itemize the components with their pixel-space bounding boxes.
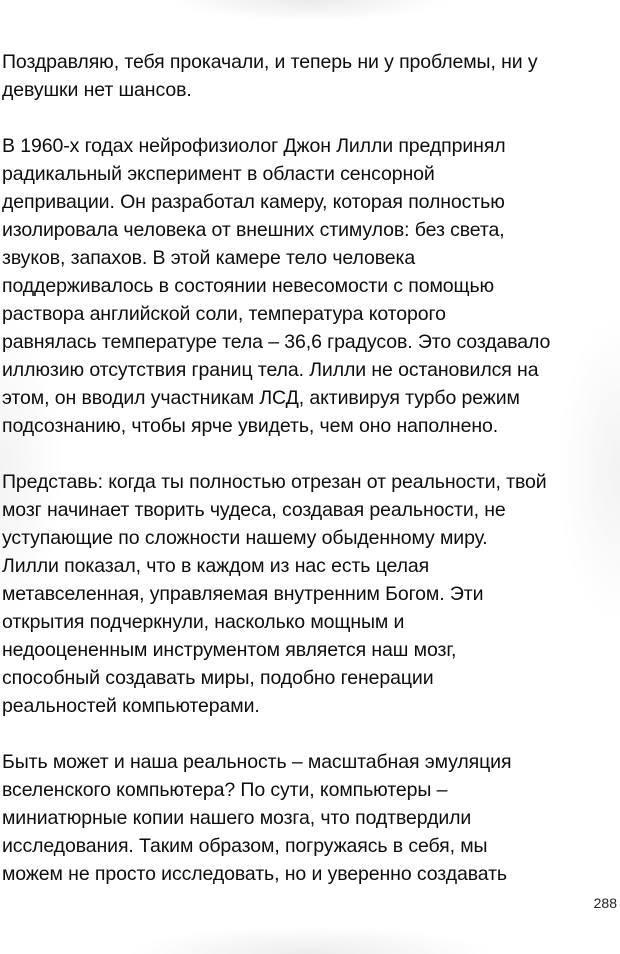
page-number: 288 bbox=[593, 895, 617, 911]
paragraph-3 bbox=[2, 468, 620, 720]
text-line: реальностей компьютерами. bbox=[2, 695, 260, 717]
text-line: изолировала человека от внешних стимулов: без света, bbox=[2, 219, 505, 241]
text-line: В 1960-х годах нейрофизиолог Джон Лилли предпринял bbox=[2, 135, 506, 157]
text-line: Представь: когда ты полностью отрезан от реальности, твой bbox=[2, 471, 547, 493]
text-line: вселенского компьютера? По сути, компьютеры – bbox=[2, 779, 448, 801]
text-line: равнялась температуре тела – 36,6 градусов. Это создавало bbox=[2, 331, 551, 353]
text-line: уступающие по сложности нашему обыденному миру. bbox=[2, 527, 488, 549]
text-line: миниатюрные копии нашего мозга, что подтвердили bbox=[2, 807, 472, 829]
text-line: мозг начинает творить чудеса, создавая реальности, не bbox=[2, 499, 506, 521]
text-line: радикальный эксперимент в области сенсорной bbox=[2, 163, 435, 185]
text-line: недооцененным инструментом является наш мозг, bbox=[2, 639, 457, 661]
text-line: открытия подчеркнули, насколько мощным и bbox=[2, 611, 405, 633]
text-line: исследования. Таким образом, погружаясь в себя, мы bbox=[2, 835, 488, 857]
text-line: можем не просто исследовать, но и уверенно создавать bbox=[2, 863, 507, 885]
text-line: Поздравляю, тебя прокачали, и теперь ни у проблемы, ни у bbox=[2, 51, 538, 73]
text-line: подсознанию, чтобы ярче увидеть, чем оно наполнено. bbox=[2, 415, 499, 437]
text-line: метавселенная, управляемая внутренним Богом. Эти bbox=[2, 583, 484, 605]
paragraph-4 bbox=[2, 748, 620, 888]
text-line: депривации. Он разработал камеру, которая полностью bbox=[2, 191, 505, 213]
text-line: поддерживалось в состоянии невесомости с помощью bbox=[2, 275, 495, 297]
document-page bbox=[2, 48, 620, 916]
paragraph-1 bbox=[2, 48, 620, 104]
text-line: этом, он вводил участникам ЛСД, активируя турбо режим bbox=[2, 387, 520, 409]
text-line: раствора английской соли, температура которого bbox=[2, 303, 446, 325]
text-line: способный создавать миры, подобно генерации bbox=[2, 667, 434, 689]
text-line: иллюзию отсутствия границ тела. Лилли не остановился на bbox=[2, 359, 539, 381]
paragraph-2 bbox=[2, 132, 620, 440]
text-line: Быть может и наша реальность – масштабная эмуляция bbox=[2, 751, 512, 773]
text-line: Лилли показал, что в каждом из нас есть целая bbox=[2, 555, 430, 577]
text-line: звуков, запахов. В этой камере тело человека bbox=[2, 247, 416, 269]
text-line: девушки нет шансов. bbox=[2, 79, 192, 101]
